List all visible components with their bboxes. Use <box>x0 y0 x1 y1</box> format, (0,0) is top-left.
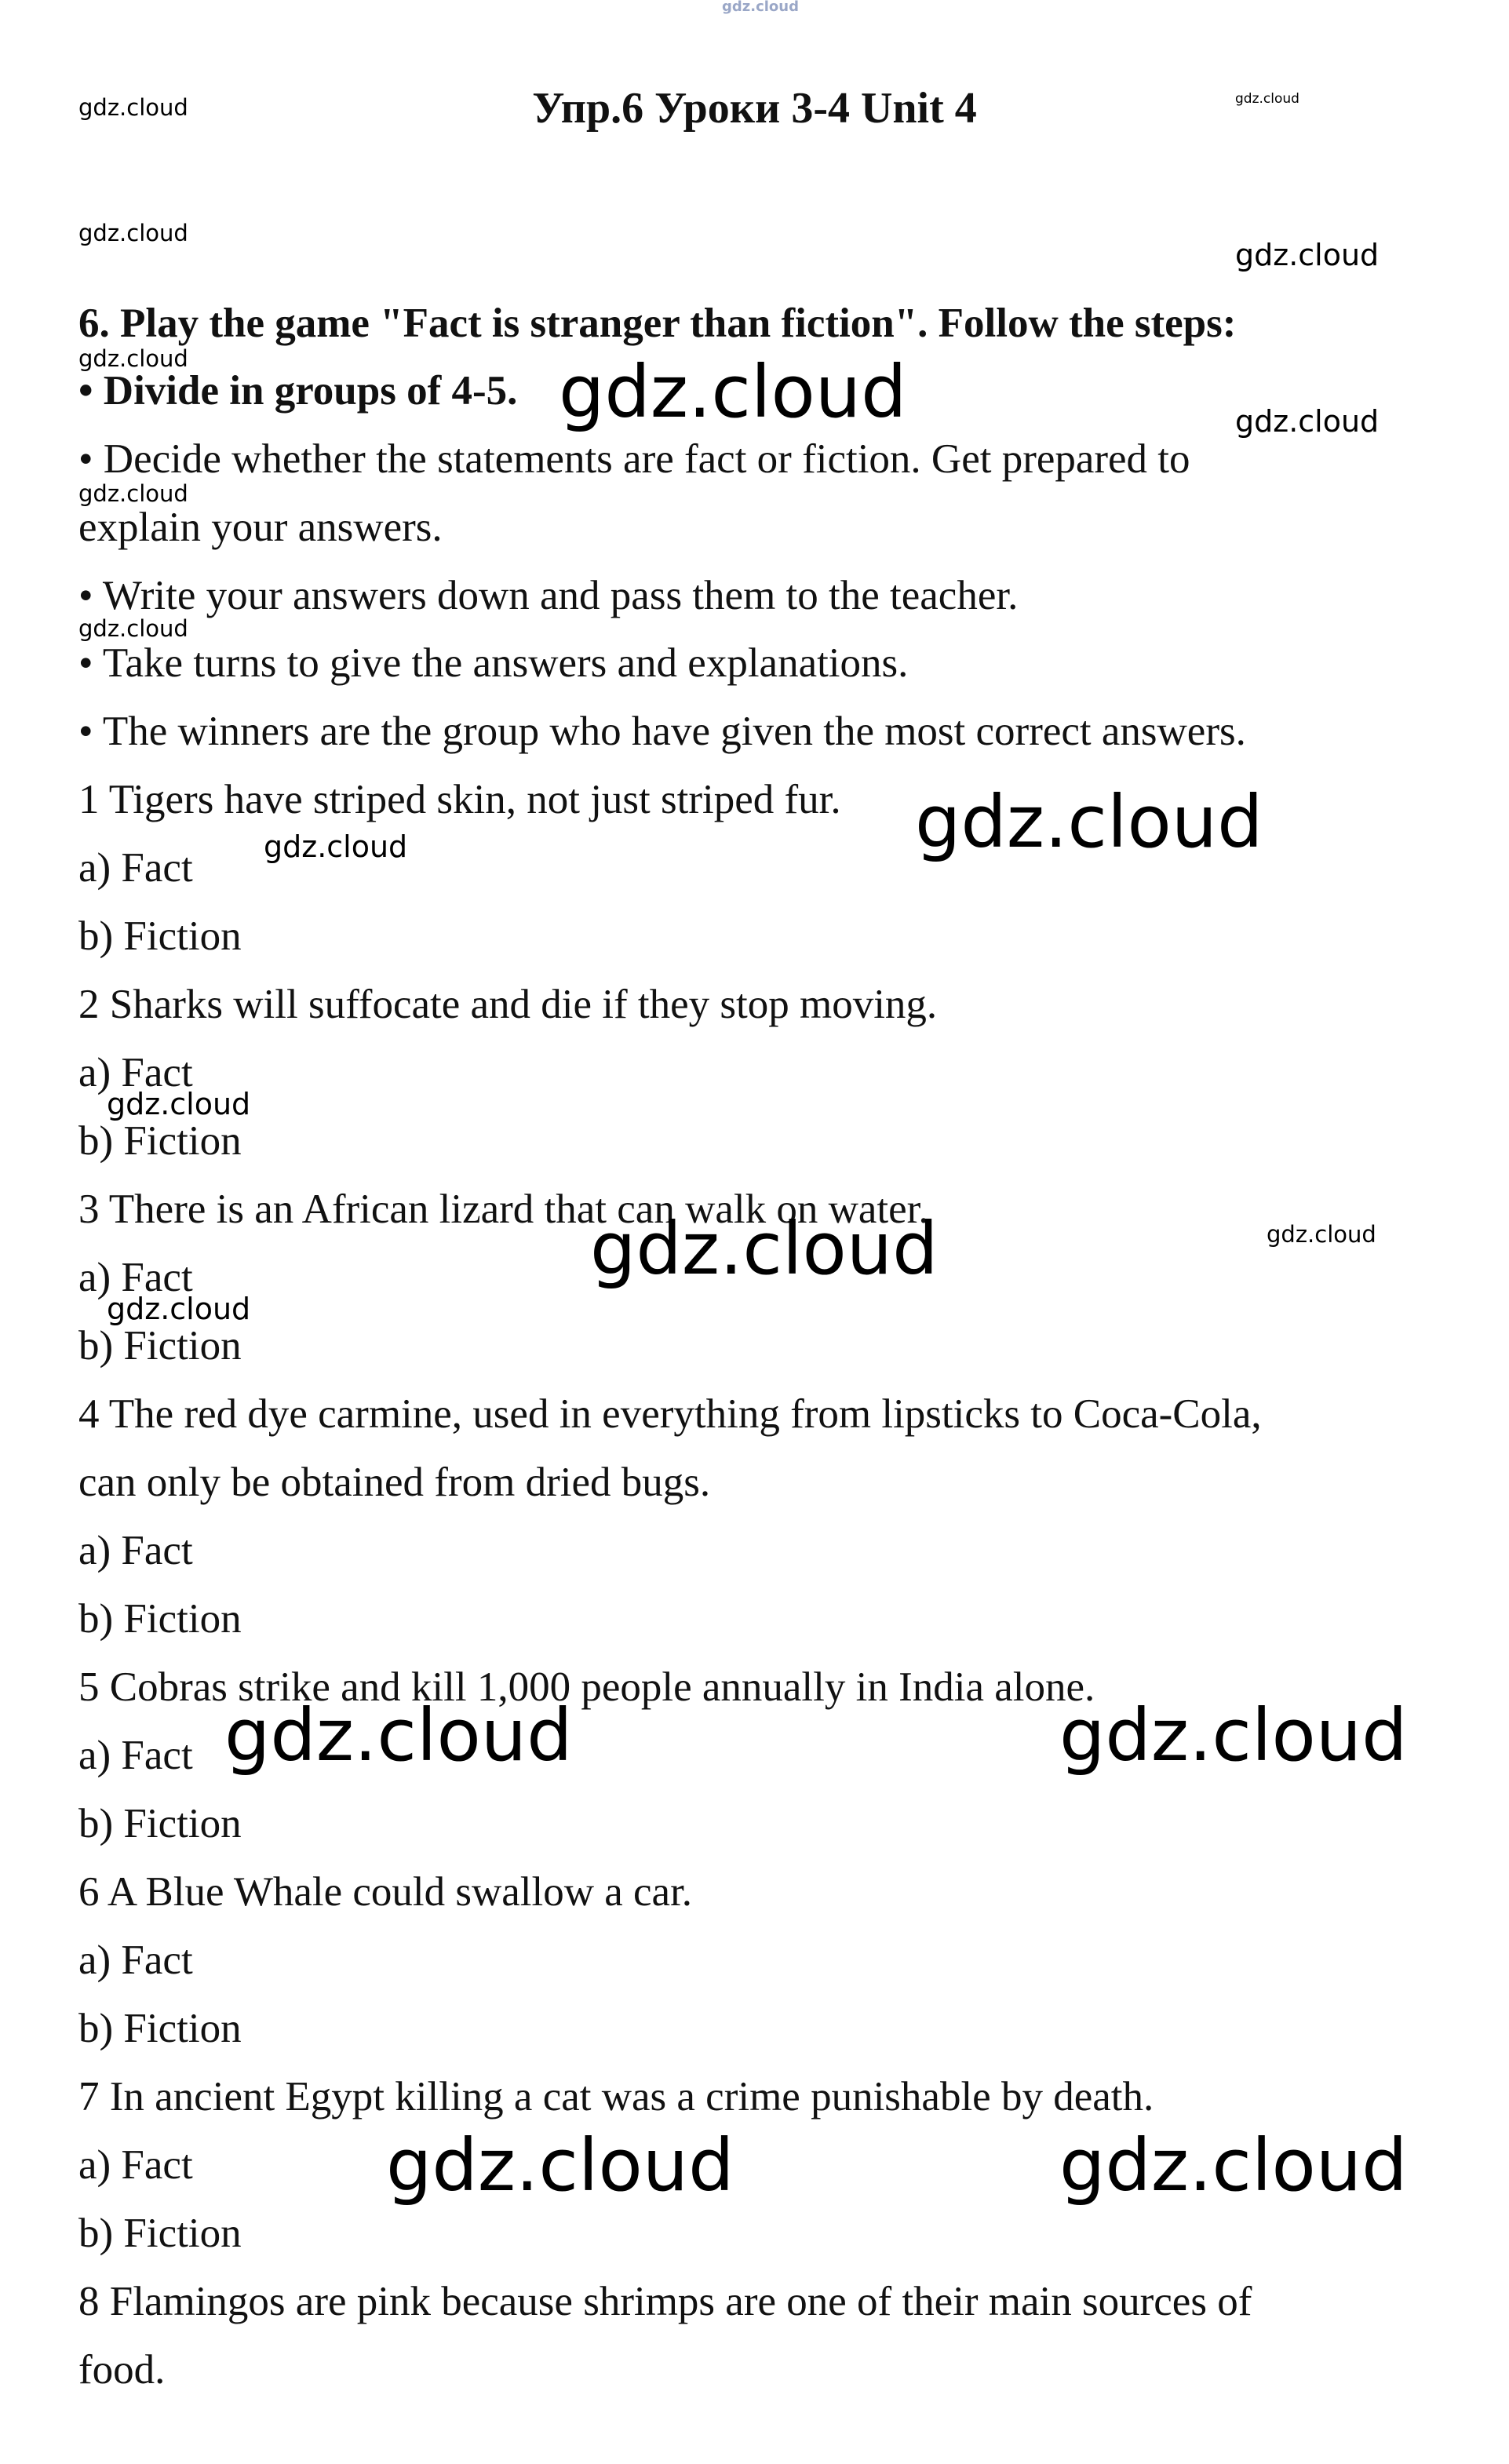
q4-option-fact: a) Fact <box>78 1528 193 1573</box>
watermark: gdz.cloud <box>264 829 408 864</box>
question-6: 6 A Blue Whale could swallow a car. <box>78 1869 693 1915</box>
watermark-top: gdz.cloud <box>722 0 799 15</box>
question-3: 3 There is an African lizard that can walk on water. <box>78 1186 929 1232</box>
question-8: 8 Flamingos are pink because shrimps are one of their main sources of <box>78 2279 1252 2324</box>
step-1: • Divide in groups of 4-5. <box>78 368 518 414</box>
q3-option-fiction: b) Fiction <box>78 1323 242 1369</box>
watermark: gdz.cloud <box>915 780 1263 864</box>
q6-option-fiction: b) Fiction <box>78 2006 242 2051</box>
watermark: gdz.cloud <box>1235 91 1299 107</box>
watermark: gdz.cloud <box>224 1693 573 1777</box>
question-2: 2 Sharks will suffocate and die if they stop moving. <box>78 982 938 1027</box>
watermark: gdz.cloud <box>386 2123 734 2207</box>
exercise-heading: 6. Play the game "Fact is stranger than fiction". Follow the steps: <box>78 301 1237 346</box>
watermark: gdz.cloud <box>1267 1221 1376 1248</box>
q2-option-fiction: b) Fiction <box>78 1118 242 1164</box>
question-4-continued: can only be obtained from dried bugs. <box>78 1460 711 1505</box>
watermark: gdz.cloud <box>107 1292 251 1326</box>
watermark: gdz.cloud <box>1235 238 1380 272</box>
step-3: • Write your answers down and pass them to the teacher. <box>78 573 1019 618</box>
q6-option-fact: a) Fact <box>78 1937 193 1983</box>
step-2-continued: explain your answers. <box>78 505 443 550</box>
watermark: gdz.cloud <box>78 480 188 507</box>
watermark: gdz.cloud <box>1235 404 1380 439</box>
question-5: 5 Cobras strike and kill 1,000 people annually in India alone. <box>78 1664 1095 1710</box>
watermark: gdz.cloud <box>590 1207 939 1291</box>
q5-option-fiction: b) Fiction <box>78 1801 242 1846</box>
q2-option-fact: a) Fact <box>78 1050 193 1095</box>
watermark: gdz.cloud <box>78 94 188 121</box>
question-4: 4 The red dye carmine, used in everything from lipsticks to Coca-Cola, <box>78 1391 1262 1437</box>
question-7: 7 In ancient Egypt killing a cat was a crime punishable by death. <box>78 2074 1154 2120</box>
question-1: 1 Tigers have striped skin, not just striped fur. <box>78 777 841 822</box>
q1-option-fact: a) Fact <box>78 845 193 891</box>
watermark: gdz.cloud <box>559 350 907 434</box>
step-4: • Take turns to give the answers and explanations. <box>78 640 909 686</box>
step-2: • Decide whether the statements are fact or fiction. Get prepared to <box>78 436 1190 482</box>
watermark: gdz.cloud <box>78 345 188 372</box>
q7-option-fact: a) Fact <box>78 2142 193 2188</box>
question-8-continued: food. <box>78 2347 166 2393</box>
q4-option-fiction: b) Fiction <box>78 1596 242 1642</box>
watermark: gdz.cloud <box>1059 1693 1408 1777</box>
watermark: gdz.cloud <box>78 615 188 642</box>
q3-option-fact: a) Fact <box>78 1255 193 1300</box>
q5-option-fact: a) Fact <box>78 1733 193 1778</box>
watermark: gdz.cloud <box>1059 2123 1408 2207</box>
page-title: Упр.6 Уроки 3-4 Unit 4 <box>532 84 977 133</box>
q1-option-fiction: b) Fiction <box>78 913 242 959</box>
watermark: gdz.cloud <box>107 1087 251 1121</box>
step-5: • The winners are the group who have given the most correct answers. <box>78 709 1246 754</box>
watermark: gdz.cloud <box>78 220 188 246</box>
q7-option-fiction: b) Fiction <box>78 2211 242 2256</box>
